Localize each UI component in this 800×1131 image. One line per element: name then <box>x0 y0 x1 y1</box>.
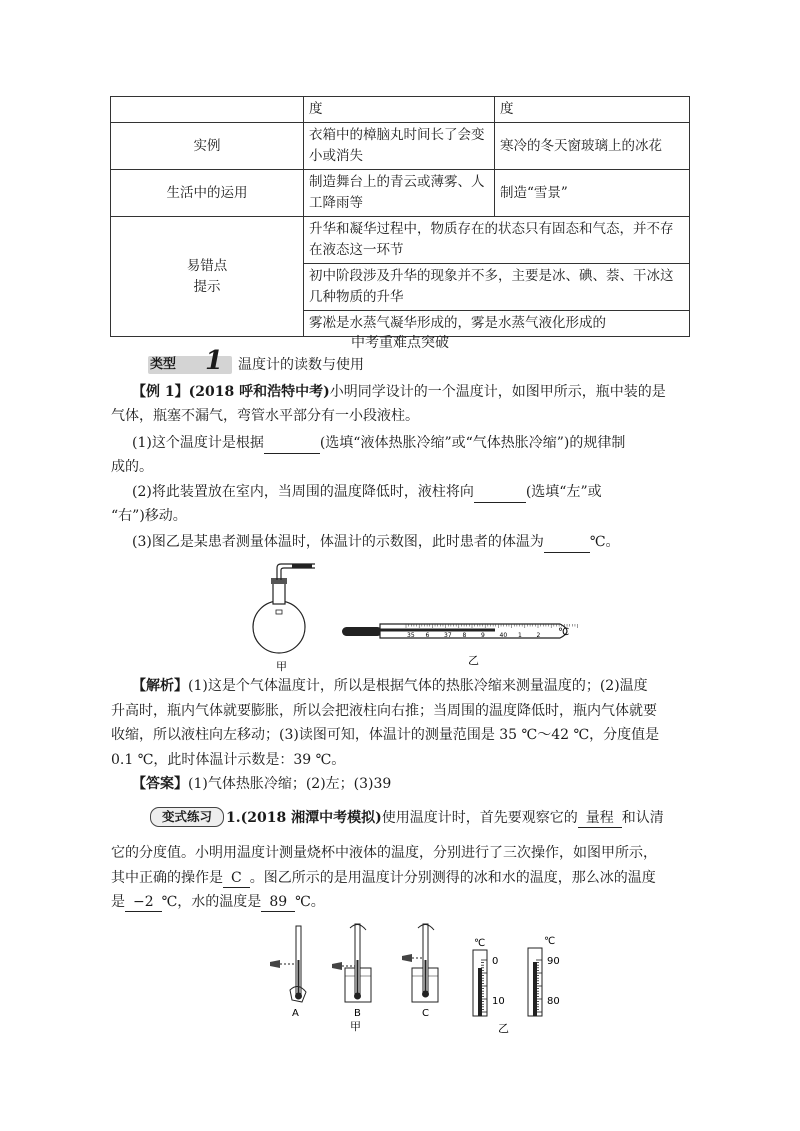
question-1 <box>132 432 625 454</box>
table-row <box>111 217 690 264</box>
figure-label-jia: 甲 <box>276 660 287 672</box>
type-number: 1 <box>205 346 224 376</box>
operation-a-icon <box>270 926 306 1002</box>
table-cell <box>111 97 304 123</box>
clinical-thermometer-icon <box>342 624 580 639</box>
example-text: 小明同学设计的一个温度计，如图甲所示，瓶中装的是 <box>329 384 666 400</box>
answer-head: 【答案】 <box>132 776 188 792</box>
answer-text: (1)气体热胀冷缩；(2)左；(3)39 <box>188 776 392 792</box>
tick-label: 6 <box>425 632 430 639</box>
knowledge-table <box>110 96 690 337</box>
answer-blank[interactable] <box>544 536 590 553</box>
practice-tag: 变式练习 <box>150 807 224 827</box>
tick-label: 35 <box>407 632 415 639</box>
tick-label: 9 <box>481 632 485 639</box>
practice-line <box>111 867 656 889</box>
thermometer-unit: ℃ <box>558 627 570 638</box>
table-cell: 升华和凝华过程中，物质存在的状态只有固态和气态，并不存在液态这一环节 <box>304 217 690 264</box>
practice-text: ℃。 <box>295 894 325 910</box>
practice-text: 和认清 <box>621 810 664 826</box>
tick-label: 1 <box>518 632 522 639</box>
practice-text: 使用温度计时，首先要观察它的 <box>381 810 578 826</box>
analysis-line: 升高时，瓶内气体就要膨胀，所以会把液柱向右推；当周围的温度降低时，瓶内气体就要 <box>111 703 657 719</box>
practice-text: 是 <box>111 894 125 910</box>
example-line <box>132 381 666 403</box>
question-text: (1)这个温度计是根据 <box>132 435 264 451</box>
question-text: (选填“左”或 <box>525 484 602 500</box>
tick-label: 2 <box>536 632 541 639</box>
question-3 <box>132 531 620 553</box>
filled-answer: −2 <box>125 894 162 912</box>
tick-label: 37 <box>444 632 452 639</box>
question-text: (2)将此装置放在室内，当周围的温度降低时，液柱将向 <box>132 484 474 500</box>
tip-label-line: 提示 <box>193 278 221 295</box>
table-cell: 生活中的运用 <box>111 170 304 217</box>
table-row <box>111 123 690 170</box>
table-cell: 制造舞台上的青云或薄雾、人工降雨等 <box>304 170 495 217</box>
figure-label-yi: 乙 <box>468 654 479 667</box>
figure-thermometer-usage <box>260 920 580 1038</box>
table-cell: 度 <box>304 97 495 123</box>
figure-label-jia: 甲 <box>350 1020 361 1033</box>
thermometer-unit: ℃ <box>474 938 486 949</box>
analysis-line <box>132 675 648 697</box>
answer-blank[interactable] <box>264 437 320 454</box>
operation-label: A <box>292 1008 299 1019</box>
type-title: 温度计的读数与使用 <box>238 357 364 373</box>
practice-text: 。图乙所示的是用温度计分别测得的冰和水的温度，那么冰的温度 <box>249 870 656 886</box>
analysis-text: (1)这是个气体温度计，所以是根据气体的热胀冷缩来测量温度的；(2)温度 <box>188 678 648 694</box>
table-row <box>111 170 690 217</box>
table-cell: 寒冷的冬天窗玻璃上的冰花 <box>495 123 690 170</box>
section-title: 中考重难点突破 <box>351 335 449 351</box>
tick-label: 10 <box>492 996 505 1007</box>
thermometer-unit: ℃ <box>544 936 556 947</box>
filled-answer: 89 <box>261 894 295 912</box>
table-cell: 实例 <box>111 123 304 170</box>
filled-answer: 量程 <box>578 810 622 828</box>
question-text: (选填“液体热胀冷缩”或“气体热胀冷缩”)的规律制 <box>319 435 626 451</box>
tick-label: 40 <box>499 632 508 639</box>
flask-icon <box>253 564 315 653</box>
analysis-head: 【解析】 <box>132 678 188 694</box>
question-text: ℃。 <box>589 534 620 550</box>
practice-line: 它的分度值。小明用温度计测量烧杯中液体的温度，分别进行了三次操作，如图甲所示， <box>111 845 657 861</box>
operation-c-icon <box>402 924 438 1002</box>
example-source: (2018 呼和浩特中考) <box>188 384 330 400</box>
tick-label: 90 <box>547 956 560 967</box>
figure-thermometer-flask <box>240 560 580 672</box>
tip-label-line: 易错点 <box>186 257 228 274</box>
practice-num: 1. <box>226 810 241 826</box>
table-cell: 衣箱中的樟脑丸时间长了会变小或消失 <box>304 123 495 170</box>
table-cell: 初中阶段涉及升华的现象并不多，主要是冰、碘、萘、干冰这几种物质的升华 <box>304 264 690 311</box>
table-row <box>111 97 690 123</box>
example-head: 【例 1】 <box>132 384 189 400</box>
table-cell: 度 <box>495 97 690 123</box>
answer-line <box>132 773 391 795</box>
ice-thermometer-icon <box>473 938 505 1016</box>
operation-b-icon <box>332 924 371 1002</box>
figure-label-yi: 乙 <box>498 1022 509 1035</box>
practice-line <box>226 807 664 829</box>
water-thermometer-icon <box>528 936 560 1016</box>
analysis-line: 0.1 ℃，此时体温计示数是：39 ℃。 <box>111 752 346 768</box>
table-cell-tip-label <box>111 217 304 337</box>
question-text: (3)图乙是某患者测量体温时，体温计的示数图，此时患者的体温为 <box>132 534 544 550</box>
operation-label: B <box>354 1008 361 1019</box>
practice-text: ℃，水的温度是 <box>161 894 262 910</box>
type-tag: 类型 <box>150 357 177 372</box>
analysis-line: 收缩，所以液柱向左移动；(3)读图可知，体温计的测量范围是 35 ℃～42 ℃，分度值是 <box>111 727 660 743</box>
practice-source: (2018 湘潭中考模拟) <box>240 810 382 826</box>
answer-blank[interactable] <box>474 486 526 503</box>
filled-answer: C <box>223 870 250 888</box>
example-line: 气体，瓶塞不漏气，弯管水平部分有一小段液柱。 <box>111 408 419 424</box>
practice-line <box>111 891 325 913</box>
practice-text: 其中正确的操作是 <box>111 870 223 886</box>
tick-label: 8 <box>462 632 467 639</box>
operation-label: C <box>422 1008 429 1019</box>
question-1-cont: 成的。 <box>111 459 153 475</box>
table-cell: 制造“雪景” <box>495 170 690 217</box>
tick-label: 80 <box>547 996 560 1007</box>
tick-label: 0 <box>492 956 499 967</box>
table-cell: 雾凇是水蒸气凝华形成的，雾是水蒸气液化形成的 <box>304 311 690 337</box>
question-2 <box>132 481 602 503</box>
question-2-cont: “右”)移动。 <box>111 508 187 524</box>
